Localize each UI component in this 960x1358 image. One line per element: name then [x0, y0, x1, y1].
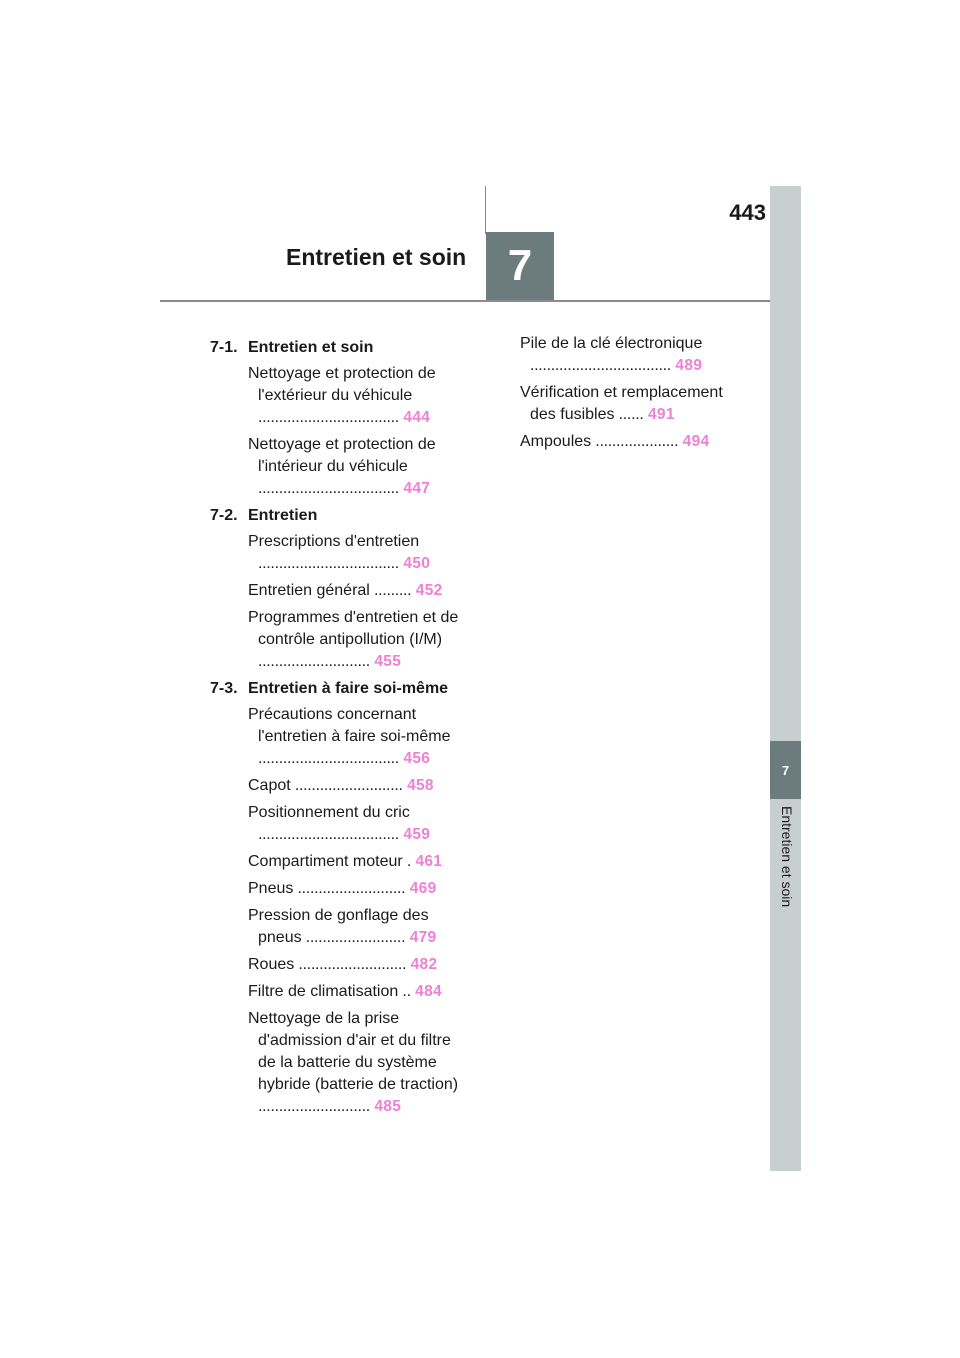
entry-title: Compartiment moteur: [248, 853, 403, 870]
entry-title: Pression de gonflage des pneus: [248, 907, 429, 946]
page-link[interactable]: 444: [403, 409, 431, 426]
sidebar-chapter-tab[interactable]: 7: [770, 741, 801, 799]
toc-right-column: [520, 333, 732, 458]
page-link[interactable]: 482: [410, 956, 438, 973]
section-title: Entretien et soin: [248, 339, 374, 356]
entry-title: Précautions concernant l'entretien à faire soi-même: [248, 706, 451, 745]
page-link[interactable]: 456: [403, 750, 431, 767]
sidebar-label: Entretien et soin: [779, 806, 795, 908]
toc-entry[interactable]: [248, 704, 462, 770]
leader-dots: ..................................: [258, 750, 399, 767]
toc-entry[interactable]: [248, 531, 462, 575]
entry-title: Vérification et remplacement des fusibles: [520, 384, 723, 423]
toc-entry[interactable]: [248, 802, 462, 846]
toc-entry[interactable]: [248, 1008, 462, 1118]
page-link[interactable]: 485: [374, 1098, 402, 1115]
entry-title: Positionnement du cric: [248, 804, 410, 821]
toc-entry[interactable]: [520, 333, 732, 377]
page-link[interactable]: 458: [407, 777, 434, 794]
toc-entry[interactable]: [520, 382, 732, 426]
leader-dots: ....................: [591, 433, 679, 450]
leader-dots: ..................................: [258, 480, 399, 497]
toc-entry[interactable]: [248, 434, 462, 500]
leader-dots: .: [402, 853, 412, 870]
toc-entry[interactable]: [248, 580, 462, 602]
page-link[interactable]: 491: [647, 406, 675, 423]
section-number: 7-2.: [210, 507, 238, 524]
entry-title: Roues: [248, 956, 295, 973]
entry-title: Nettoyage et protection de l'intérieur du véhicule: [248, 436, 436, 475]
toc-entry[interactable]: [248, 851, 462, 873]
toc-entry[interactable]: [248, 954, 462, 976]
entry-title: Capot: [248, 777, 291, 794]
page-number: 443: [729, 200, 766, 225]
leader-dots: ..: [398, 983, 411, 1000]
toc-entry[interactable]: [520, 431, 732, 453]
entry-title: Nettoyage de la prise d'admission d'air et du filtre de la batterie du système hybride (batterie de traction): [248, 1010, 459, 1093]
page-link[interactable]: 494: [682, 433, 710, 450]
header-divider-vertical: [485, 186, 486, 234]
toc-left-column: [210, 337, 462, 1123]
page-link[interactable]: 452: [415, 582, 443, 599]
page-link[interactable]: 455: [374, 653, 402, 670]
entry-title: Programmes d'entretien et de contrôle antipollution (I/M): [248, 609, 459, 648]
toc-section-7-2: [210, 505, 462, 527]
section-number: 7-1.: [210, 339, 238, 356]
chapter-number-box: 7: [486, 232, 554, 300]
toc-entry[interactable]: [248, 905, 462, 949]
leader-dots: .........: [369, 582, 412, 599]
leader-dots: ..................................: [530, 357, 671, 374]
leader-dots: ......: [614, 406, 644, 423]
page-link[interactable]: 461: [415, 853, 443, 870]
entry-title: Entretien général: [248, 582, 370, 599]
page-link[interactable]: 484: [415, 983, 442, 1000]
entry-title: Filtre de climatisation: [248, 983, 399, 1000]
toc-entry[interactable]: [248, 878, 462, 900]
toc-entry[interactable]: [248, 363, 462, 429]
entry-title: Pile de la clé électronique: [520, 335, 703, 352]
entry-title: Nettoyage et protection de l'extérieur du véhicule: [248, 365, 436, 404]
entry-title: Ampoules: [520, 433, 592, 450]
leader-dots: ..........................: [294, 956, 407, 973]
section-title: Entretien à faire soi-même: [248, 680, 449, 697]
page-link[interactable]: 489: [675, 357, 703, 374]
leader-dots: ..........................: [293, 880, 406, 897]
leader-dots: ...........................: [258, 653, 370, 670]
sidebar-strip: [770, 186, 801, 1171]
entry-title: Prescriptions d'entretien: [248, 533, 420, 550]
page-link[interactable]: 479: [409, 929, 437, 946]
chapter-title: Entretien et soin: [286, 244, 467, 270]
leader-dots: ...........................: [258, 1098, 370, 1115]
section-number: 7-3.: [210, 680, 238, 697]
leader-dots: ..................................: [258, 409, 399, 426]
page-link[interactable]: 469: [409, 880, 437, 897]
section-title: Entretien: [248, 507, 318, 524]
page-link[interactable]: 459: [403, 826, 431, 843]
leader-dots: ..................................: [258, 555, 399, 572]
toc-entry[interactable]: [248, 981, 462, 1003]
toc-section-7-3: [210, 678, 462, 700]
toc-section-7-1: [210, 337, 462, 359]
page-link[interactable]: 450: [403, 555, 431, 572]
leader-dots: ..........................: [290, 777, 403, 794]
leader-dots: ........................: [301, 929, 406, 946]
leader-dots: ..................................: [258, 826, 399, 843]
header-divider: [160, 300, 770, 302]
entry-title: Pneus: [248, 880, 294, 897]
toc-entry[interactable]: [248, 607, 462, 673]
toc-entry[interactable]: [248, 775, 462, 797]
page-link[interactable]: 447: [403, 480, 431, 497]
